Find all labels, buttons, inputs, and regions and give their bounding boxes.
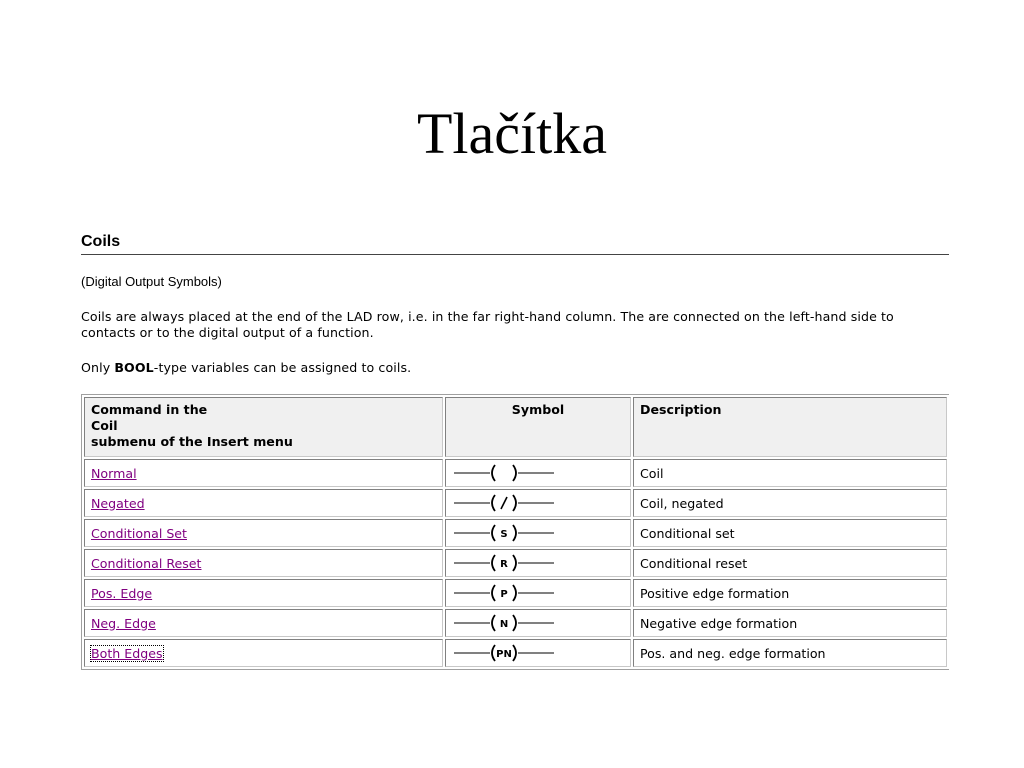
coil-symbol-icon <box>452 493 556 513</box>
right-paren-icon <box>513 615 516 631</box>
table-row <box>84 489 947 517</box>
command-header-line: Coil <box>91 418 118 433</box>
coil-symbol-label: N <box>499 619 509 630</box>
coil-symbol-label: P <box>500 589 508 600</box>
left-paren-icon <box>492 645 495 661</box>
right-paren-icon <box>513 555 516 571</box>
command-link[interactable]: Conditional Set <box>91 525 187 541</box>
command-cell <box>84 549 443 577</box>
slide-title: Tlačítka <box>416 101 607 166</box>
command-link[interactable]: Negated <box>91 495 145 511</box>
command-link[interactable]: Conditional Reset <box>91 555 202 571</box>
symbol-cell <box>445 549 631 577</box>
section-heading: Coils <box>81 231 949 255</box>
command-cell <box>84 519 443 547</box>
table-body <box>84 459 947 667</box>
section-subtitle: (Digital Output Symbols) <box>81 274 222 289</box>
right-paren-icon <box>513 465 516 481</box>
command-link[interactable]: Both Edges <box>91 645 163 661</box>
table-row <box>84 579 947 607</box>
command-link[interactable]: Pos. Edge <box>91 585 153 601</box>
description-column-header: Description <box>633 397 947 457</box>
command-cell <box>84 609 443 637</box>
left-paren-icon <box>492 615 495 631</box>
command-column-header <box>84 397 443 457</box>
negation-slash-icon <box>501 497 507 509</box>
coil-symbol-icon <box>452 613 556 633</box>
command-cell <box>84 459 443 487</box>
description-cell: Pos. and neg. edge formation <box>633 639 947 667</box>
table-row <box>84 549 947 577</box>
left-paren-icon <box>492 585 495 601</box>
right-paren-icon <box>513 645 516 661</box>
coil-symbol-icon <box>452 583 556 603</box>
symbol-cell <box>445 579 631 607</box>
right-paren-icon <box>513 495 516 511</box>
bool-text-post: -type variables can be assigned to coils. <box>153 360 412 375</box>
left-paren-icon <box>492 525 495 541</box>
command-link[interactable]: Normal <box>91 465 137 481</box>
coil-symbol-icon <box>452 523 556 543</box>
command-cell <box>84 639 443 667</box>
right-paren-icon <box>513 585 516 601</box>
description-cell: Positive edge formation <box>633 579 947 607</box>
symbol-cell <box>445 519 631 547</box>
coil-symbol-icon <box>452 463 556 483</box>
symbol-column-header: Symbol <box>445 397 631 457</box>
table-header-row <box>84 397 947 457</box>
coil-symbol-label: R <box>500 559 508 570</box>
intro-paragraph: Coils are always placed at the end of the LAD row, i.e. in the far right-hand column. The are connected on the left-hand side to contacts or to the digital output of a function. <box>81 309 894 340</box>
symbol-cell <box>445 609 631 637</box>
coil-symbol-label: S <box>500 529 508 540</box>
coils-table <box>81 394 949 670</box>
symbol-cell <box>445 639 631 667</box>
description-cell: Negative edge formation <box>633 609 947 637</box>
description-cell: Conditional reset <box>633 549 947 577</box>
left-paren-icon <box>492 465 495 481</box>
command-header-line: submenu of the Insert menu <box>91 434 293 449</box>
symbol-cell <box>445 459 631 487</box>
right-paren-icon <box>513 525 516 541</box>
left-paren-icon <box>492 555 495 571</box>
coils-doc <box>81 228 949 661</box>
command-header-line: Command in the <box>91 402 208 417</box>
table-row <box>84 639 947 667</box>
bool-paragraph <box>81 360 949 376</box>
coil-symbol-icon <box>452 643 556 663</box>
bool-keyword: BOOL <box>114 360 154 375</box>
description-cell: Coil, negated <box>633 489 947 517</box>
command-cell <box>84 489 443 517</box>
description-cell: Coil <box>633 459 947 487</box>
command-cell <box>84 579 443 607</box>
coil-symbol-label: PN <box>496 649 512 660</box>
left-paren-icon <box>492 495 495 511</box>
table-row <box>84 459 947 487</box>
command-link[interactable]: Neg. Edge <box>91 615 156 631</box>
table-row <box>84 609 947 637</box>
coil-symbol-icon <box>452 553 556 573</box>
symbol-cell <box>445 489 631 517</box>
description-cell: Conditional set <box>633 519 947 547</box>
bool-text-pre: Only <box>81 360 115 375</box>
table-row <box>84 519 947 547</box>
